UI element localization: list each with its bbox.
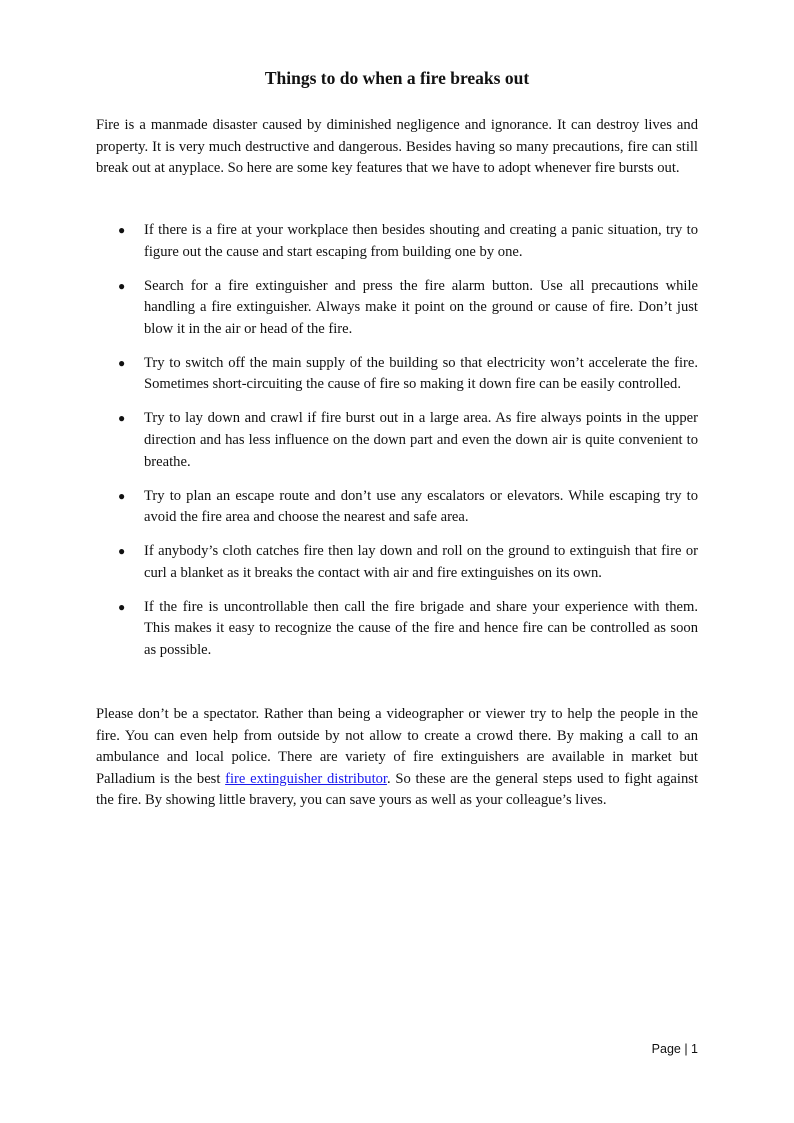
closing-text-before-link: Please don’t be a spectator. Rather than being a videographer or viewer try to help the people in the fire. You can even help from outside by not allow to create a crowd there. By making a call to an ambulance and local police. There are variety of fire extinguishers are available in market but Palladium is the best (96, 706, 698, 787)
bullet-icon: ● (118, 411, 126, 426)
closing-text-after-link: . So these are the general steps used to fight against the fire. By showing little bravery, you can save yours as well as your colleague’s lives. (96, 770, 698, 809)
list-item-text: If the fire is uncontrollable then call the fire brigade and share your experience with them. This makes it easy to recognize the cause of the fire and hence fire can be controlled as soon as possible. (144, 598, 698, 658)
list-item (96, 220, 698, 263)
list-item-text: If anybody’s cloth catches fire then lay down and roll on the ground to extinguish that fire or curl a blanket as it breaks the contact with air and fire extinguishes on its own. (144, 543, 698, 581)
list-item-text: Try to plan an escape route and don’t use any escalators or elevators. While escaping try to avoid the fire area and choose the nearest and safe area. (144, 487, 698, 526)
bullet-icon: ● (118, 355, 126, 370)
bullet-icon: ● (118, 544, 126, 559)
intro-paragraph: Fire is a manmade disaster caused by diminished negligence and ignorance. It can destroy lives and property. It is very much destructive and dangerous. Besides having so many precautions, fire can still break out at anyplace. So here are some key features that we have to adopt whenever fire bursts out. (96, 117, 698, 177)
list-item (96, 597, 698, 662)
list-item (96, 486, 698, 529)
list-item-text: Try to lay down and crawl if fire burst out in a large area. As fire always points in the upper direction and has less influence on the down part and even the down air is quite convenient to breathe. (144, 410, 698, 470)
list-item (96, 408, 698, 473)
closing-paragraph (96, 704, 698, 812)
bullet-icon: ● (118, 488, 126, 503)
precautions-list (96, 220, 698, 674)
list-item-text: Try to switch off the main supply of the building so that electricity won’t accelerate the fire. Sometimes short-circuiting the cause of fire so making it down fire can be easily controlled. (144, 354, 698, 393)
list-item-text: Search for a fire extinguisher and press the fire alarm button. Use all precautions while handling a fire extinguisher. Always make it point on the ground or cause of fire. Don’t just blow it in the air or head of the fire. (144, 277, 698, 337)
list-item (96, 541, 698, 584)
list-item-text: If there is a fire at your workplace then besides shouting and creating a panic situation, try to figure out the cause and start escaping from building one by one. (144, 222, 698, 260)
list-item (96, 353, 698, 396)
bullet-icon: ● (118, 599, 126, 614)
document-title: Things to do when a fire breaks out (264, 68, 530, 88)
bullet-icon: ● (118, 223, 126, 237)
page-number-footer: Page | 1 (651, 1042, 698, 1056)
list-item (96, 276, 698, 341)
bullet-icon: ● (118, 278, 126, 293)
fire-extinguisher-distributor-link[interactable]: fire extinguisher distributor (225, 770, 387, 787)
